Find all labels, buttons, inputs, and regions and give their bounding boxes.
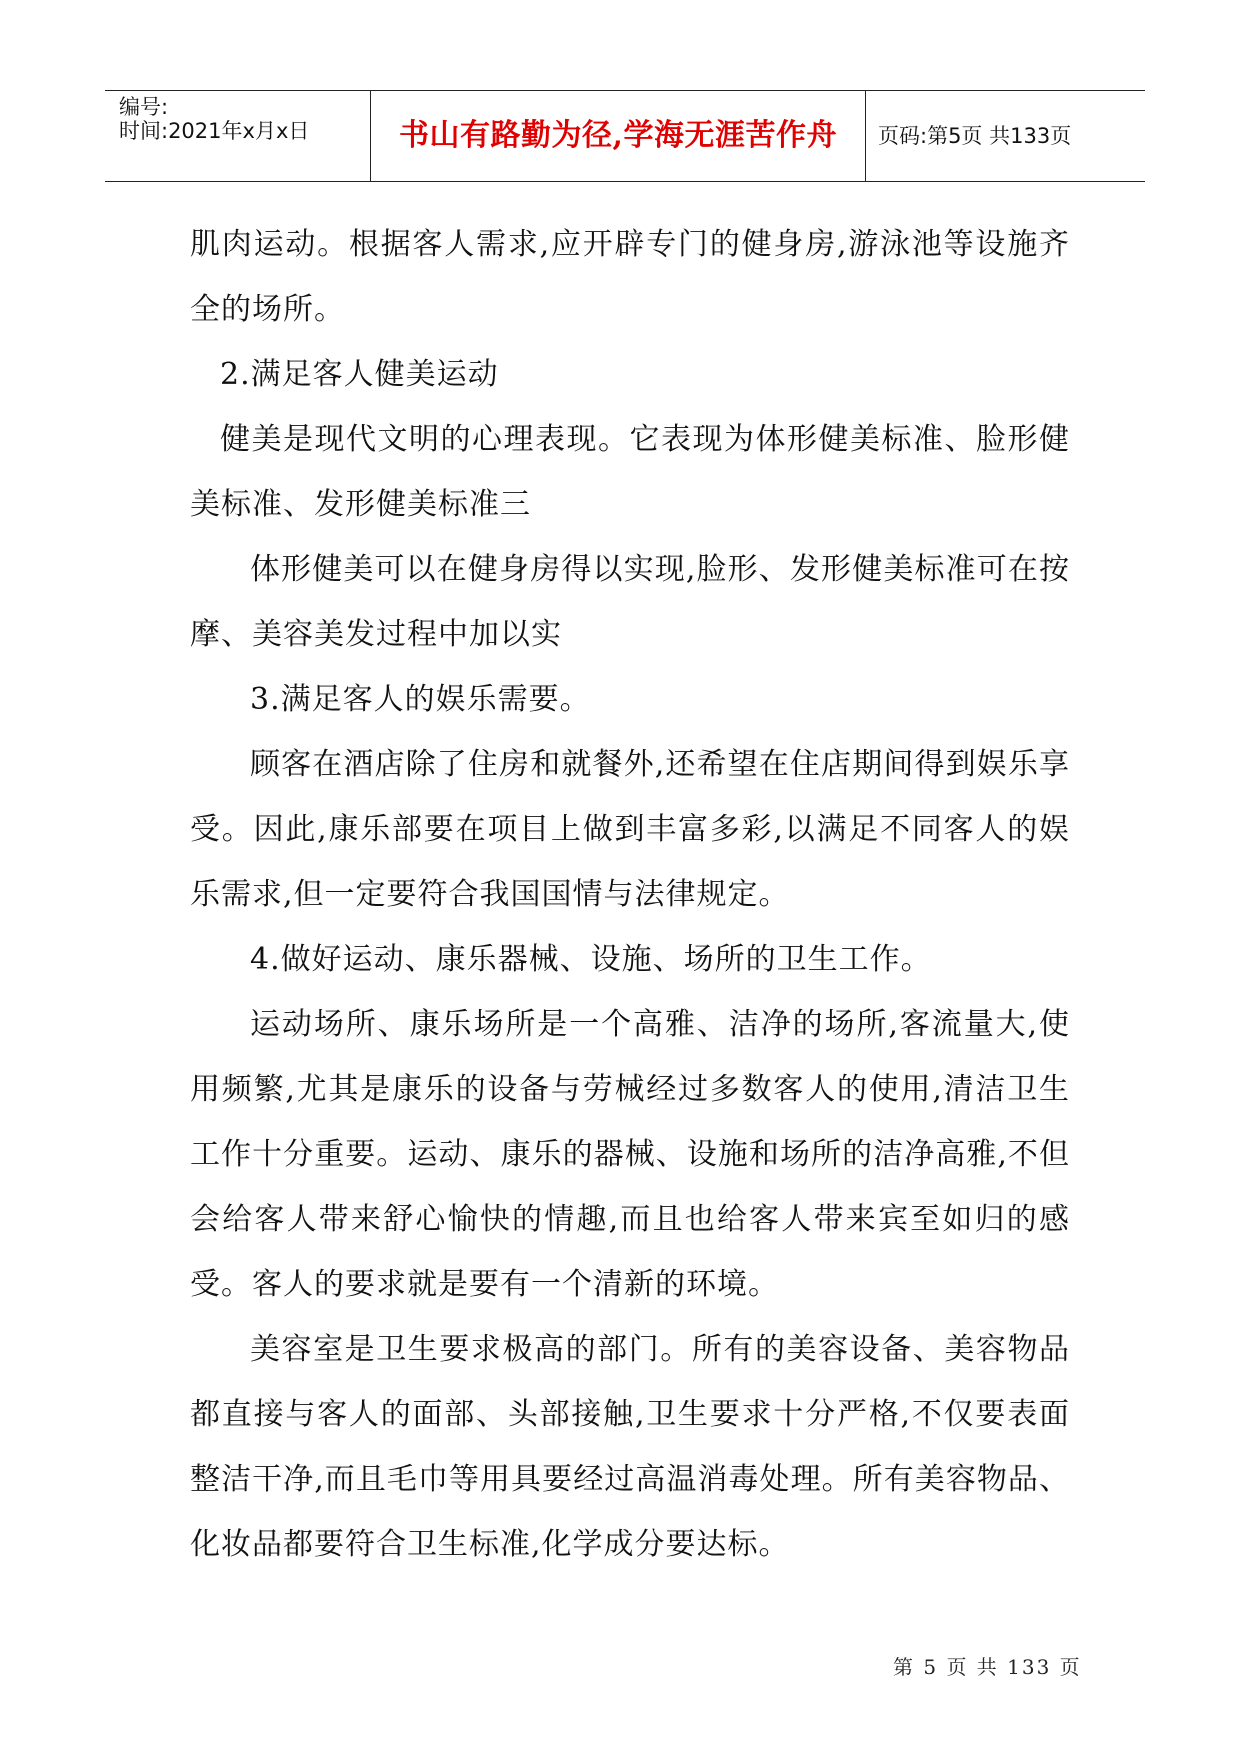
body-text [190, 212, 1070, 1577]
paragraph: 顾客在酒店除了住房和就餐外,还希望在住店期间得到娱乐享受。因此,康乐部要在项目上做到丰富多彩,以满足不同客人的娱乐需求,但一定要符合我国国情与法律规定。 [190, 747, 1070, 912]
paragraph: 体形健美可以在健身房得以实现,脸形、发形健美标准可在按摩、美容美发过程中加以实 [190, 552, 1070, 652]
paragraph: 肌肉运动。根据客人需求,应开辟专门的健身房,游泳池等设施齐全的场所。 [190, 227, 1070, 327]
header-meta-cell [105, 91, 371, 181]
paragraph: 健美是现代文明的心理表现。它表现为体形健美标准、脸形健美标准、发形健美标准三 [190, 422, 1070, 522]
header-page-cell [866, 91, 1145, 181]
paragraph: 3.满足客人的娱乐需要。 [250, 682, 591, 717]
header-page-info: 页码:第5页 共133页 [878, 124, 1072, 148]
paragraph: 4.做好运动、康乐器械、设施、场所的卫生工作。 [250, 942, 932, 977]
paragraph: 2.满足客人健美运动 [220, 357, 499, 392]
header-motto: 书山有路勤为径,学海无涯苦作舟 [399, 118, 837, 153]
document-number-label: 编号: [119, 95, 169, 119]
paragraph: 运动场所、康乐场所是一个高雅、洁净的场所,客流量大,使用频繁,尤其是康乐的设备与劳械经过多数客人的使用,清洁卫生工作十分重要。运动、康乐的器械、设施和场所的洁净高雅,不但会给客人带来舒心愉快的情趣,而且也给客人带来宾至如归的感受。客人的要求就是要有一个清新的环境。 [190, 1007, 1070, 1302]
header-motto-cell [371, 91, 866, 181]
paragraph: 美容室是卫生要求极高的部门。所有的美容设备、美容物品都直接与客人的面部、头部接触,卫生要求十分严格,不仅要表面整洁干净,而且毛巾等用具要经过高温消毒处理。所有美容物品、化妆品都要符合卫生标准,化学成分要达标。 [190, 1332, 1070, 1562]
document-time-label: 时间:2021年x月x日 [119, 119, 310, 143]
header-table [105, 90, 1145, 182]
footer-page-number: 第 5 页 共 133 页 [893, 1655, 1082, 1679]
